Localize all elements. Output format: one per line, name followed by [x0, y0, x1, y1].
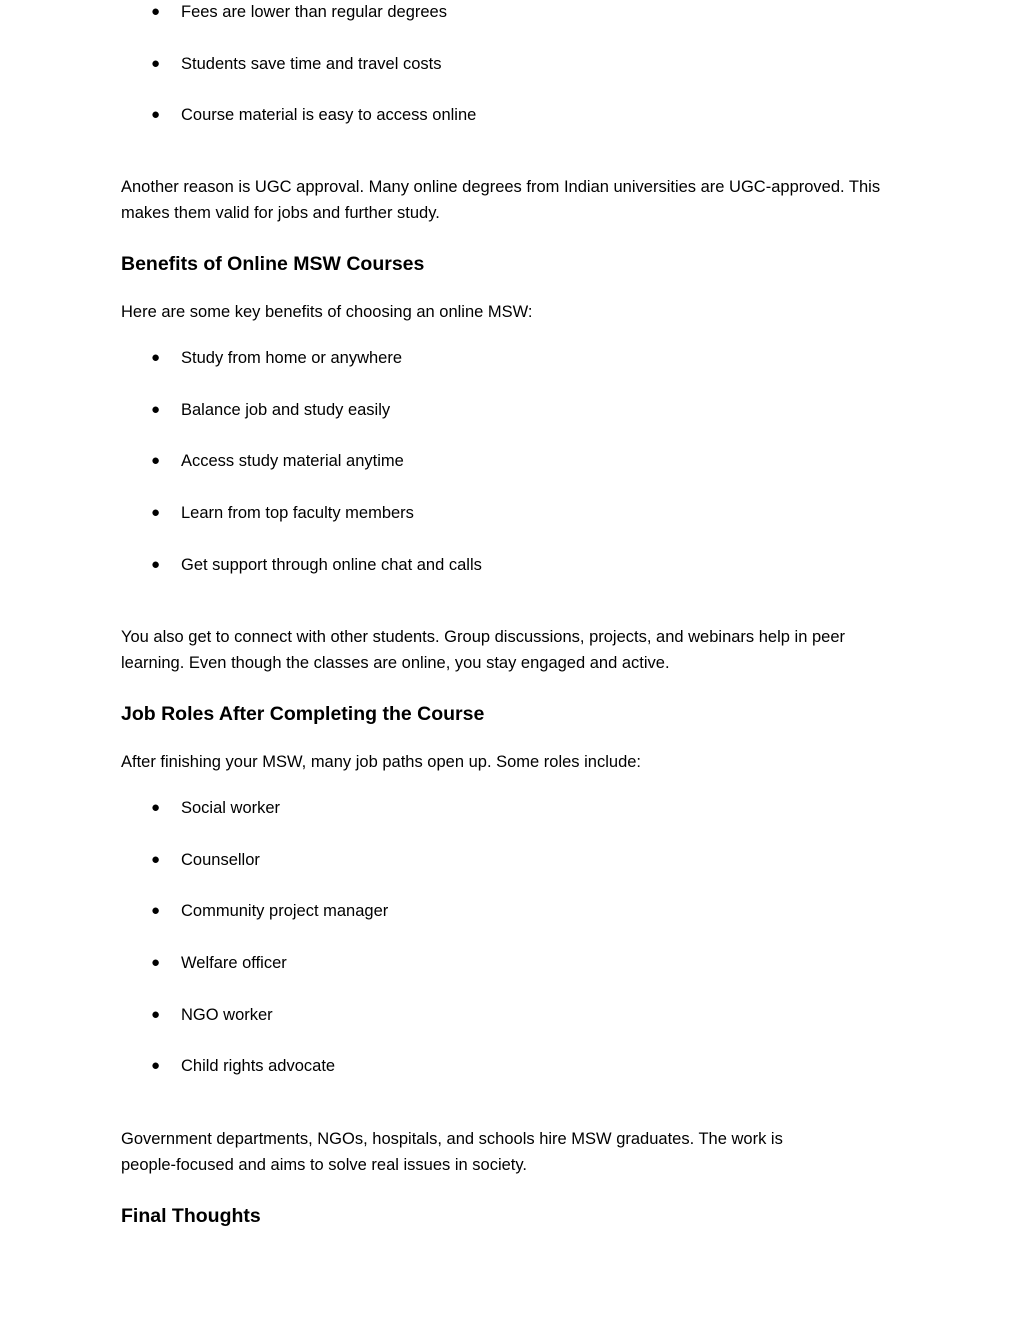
ugc-paragraph: [121, 174, 911, 226]
job-roles-intro: After finishing your MSW, many job paths open up. Some roles include:: [121, 753, 642, 771]
list-item-text: Get support through online chat and calls: [181, 555, 482, 574]
list-item-text: Welfare officer: [181, 954, 287, 973]
bullet-icon: ●: [151, 799, 161, 816]
list-item-text: Community project manager: [181, 902, 389, 921]
bullet-icon: ●: [151, 349, 161, 366]
list-item-text: Fees are lower than regular degrees: [181, 3, 447, 21]
bullet-icon: ●: [151, 504, 161, 522]
list-item-text: Counsellor: [181, 850, 260, 869]
list-item-text: NGO worker: [181, 1005, 273, 1024]
list-item-text: Students save time and travel costs: [181, 54, 442, 73]
list-item-text: Social worker: [181, 799, 281, 817]
paragraph-line: Another reason is UGC approval. Many online degrees from Indian universities are UGC-approved. This: [121, 178, 881, 196]
paragraph-line: Government departments, NGOs, hospitals, and schools hire MSW graduates. The work is: [121, 1130, 783, 1148]
list-item-text: Learn from top faculty members: [181, 504, 414, 523]
peer-learning-paragraph: [121, 624, 911, 676]
bullet-icon: ●: [151, 3, 161, 20]
bullet-icon: ●: [151, 850, 161, 868]
bullet-icon: ●: [151, 452, 161, 470]
bullet-icon: ●: [151, 954, 161, 972]
job-roles-heading: Job Roles After Completing the Course: [121, 703, 485, 725]
employers-paragraph: [121, 1126, 911, 1178]
list-item-text: Child rights advocate: [181, 1057, 336, 1076]
bullet-icon: ●: [151, 902, 161, 920]
benefits-heading: Benefits of Online MSW Courses: [121, 253, 425, 275]
paragraph-line: people-focused and aims to solve real issues in society.: [121, 1156, 527, 1174]
bullet-icon: ●: [151, 400, 161, 418]
list-item-text: Study from home or anywhere: [181, 349, 403, 367]
bullet-icon: ●: [151, 106, 161, 124]
bullet-icon: ●: [151, 1005, 161, 1023]
paragraph-line: You also get to connect with other students. Group discussions, projects, and webinars help in peer: [121, 628, 845, 646]
list-item-text: Access study material anytime: [181, 452, 404, 471]
list-item-text: Balance job and study easily: [181, 400, 391, 419]
final-thoughts-heading: Final Thoughts: [121, 1205, 261, 1227]
bullet-icon: ●: [151, 1057, 161, 1075]
list-item-text: Course material is easy to access online: [181, 106, 477, 125]
benefits-intro: Here are some key benefits of choosing an online MSW:: [121, 303, 533, 321]
bullet-icon: ●: [151, 555, 161, 573]
bullet-icon: ●: [151, 54, 161, 72]
paragraph-line: learning. Even though the classes are online, you stay engaged and active.: [121, 654, 670, 672]
paragraph-line: makes them valid for jobs and further study.: [121, 204, 440, 222]
